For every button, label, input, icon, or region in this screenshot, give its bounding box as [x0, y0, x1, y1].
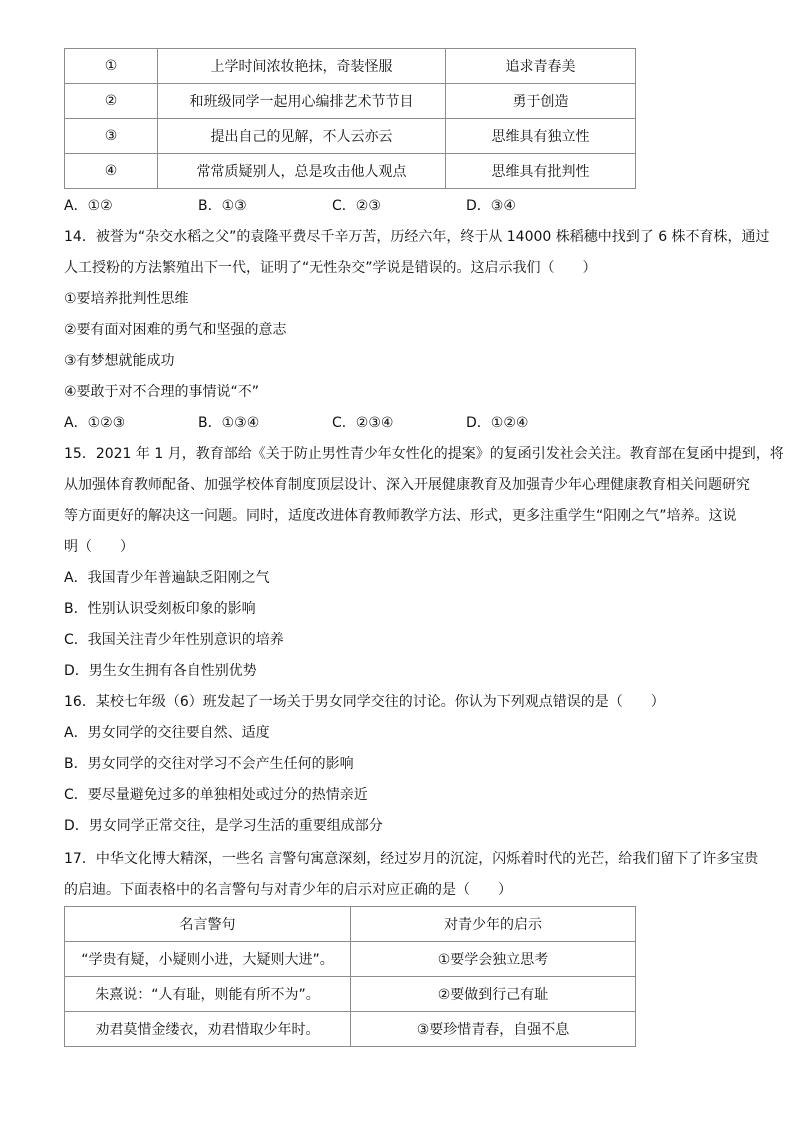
table-cell: ①要学会独立思考: [351, 942, 636, 977]
option-a[interactable]: A．①②: [64, 198, 113, 214]
option-a[interactable]: A．我国青少年普遍缺乏阳刚之气: [64, 570, 270, 586]
q14-item: ①要培养批判性思维: [64, 291, 189, 307]
q17-table: [64, 906, 636, 1047]
table-cell: 勇于创造: [446, 84, 636, 119]
table-cell: ③: [65, 119, 158, 154]
q17-stem-line: 的启迪。下面表格中的名言警句与对青少年的启示对应正确的是（ ）: [64, 882, 512, 898]
q14-item: ④要敢于对不合理的事情说“不”: [64, 384, 260, 400]
table-cell: ②要做到行己有耻: [351, 977, 636, 1012]
table-header-cell: 对青少年的启示: [351, 907, 636, 942]
table-header-cell: 名言警句: [65, 907, 351, 942]
q13-options: [64, 196, 600, 216]
table-cell: “学贵有疑，小疑则小进，大疑则大进”。: [65, 942, 351, 977]
q14-stem-line: 人工授粉的方法繁殖出下一代，证明了“无性杂交”学说是错误的。这启示我们（ ）: [64, 260, 597, 276]
table-cell: 思维具有独立性: [446, 119, 636, 154]
table-cell: 朱熹说：“人有耻，则能有所不为”。: [65, 977, 351, 1012]
q14-options: [64, 413, 600, 433]
table-cell: 追求青春美: [446, 49, 636, 84]
q13-table: [64, 48, 636, 189]
table-cell: 和班级同学一起用心编排艺术节节目: [158, 84, 446, 119]
option-d[interactable]: D．③④: [466, 198, 516, 214]
option-d[interactable]: D．①②④: [466, 415, 529, 431]
table-row: [65, 942, 636, 977]
table-row: [65, 49, 636, 84]
option-c[interactable]: C．②③: [332, 198, 381, 214]
q16-stem-line: 16．某校七年级（6）班发起了一场关于男女同学交往的讨论。你认为下列观点错误的是（ ）: [64, 694, 665, 710]
table-cell: 提出自己的见解，不人云亦云: [158, 119, 446, 154]
option-b[interactable]: B．①③: [198, 198, 247, 214]
table-row: [65, 119, 636, 154]
table-row: [65, 977, 636, 1012]
option-a[interactable]: A．男女同学的交往要自然、适度: [64, 725, 270, 741]
option-c[interactable]: C．②③④: [332, 415, 394, 431]
table-row: [65, 1012, 636, 1047]
table-header-row: [65, 907, 636, 942]
table-row: [65, 154, 636, 189]
q15-stem-line: 明（ ）: [64, 539, 134, 555]
q17-stem-line: 17．中华文化博大精深，一些名 言警句寓意深刻，经过岁月的沉淀，闪烁着时代的光芒，给我们留下了许多宝贵: [64, 851, 759, 867]
q15-stem-line: 等方面更好的解决这一问题。同时，适度改进体育教师教学方法、形式，更多注重学生“阳刚之气”培养。这说: [64, 508, 737, 524]
q14-stem-line: 14．被誉为“杂交水稻之父”的袁隆平费尽千辛万苦，历经六年，终于从 14000 株稻穗中找到了 6 株不育株，通过: [64, 229, 770, 245]
option-d[interactable]: D．男生女生拥有各自性别优势: [64, 663, 257, 679]
option-a[interactable]: A．①②③: [64, 415, 126, 431]
q15-stem-line: 15．2021 年 1 月，教育部给《关于防止男性青少年女性化的提案》的复函引发社会关注。教育部在复函中提到，将: [64, 446, 784, 462]
table-cell: ②: [65, 84, 158, 119]
option-b[interactable]: B．①③④: [198, 415, 260, 431]
q15-stem-line: 从加强体育教师配备、加强学校体育制度顶层设计、深入开展健康教育及加强青少年心理健康教育相关问题研究: [64, 477, 750, 493]
table-cell: 劝君莫惜金缕衣，劝君惜取少年时。: [65, 1012, 351, 1047]
q14-item: ③有梦想就能成功: [64, 353, 175, 369]
table-cell: ①: [65, 49, 158, 84]
table-cell: 上学时间浓妆艳抹，奇装怪服: [158, 49, 446, 84]
option-c[interactable]: C．我国关注青少年性别意识的培养: [64, 632, 284, 648]
option-b[interactable]: B．性别认识受刻板印象的影响: [64, 601, 256, 617]
table-cell: 常常质疑别人，总是攻击他人观点: [158, 154, 446, 189]
option-b[interactable]: B．男女同学的交往对学习不会产生任何的影响: [64, 756, 354, 772]
option-c[interactable]: C．要尽量避免过多的单独相处或过分的热情亲近: [64, 787, 368, 803]
table-row: [65, 84, 636, 119]
table-cell: 思维具有批判性: [446, 154, 636, 189]
option-d[interactable]: D．男女同学正常交往，是学习生活的重要组成部分: [64, 818, 383, 834]
table-cell: ③要珍惜青春，自强不息: [351, 1012, 636, 1047]
q14-item: ②要有面对困难的勇气和坚强的意志: [64, 322, 287, 338]
table-cell: ④: [65, 154, 158, 189]
